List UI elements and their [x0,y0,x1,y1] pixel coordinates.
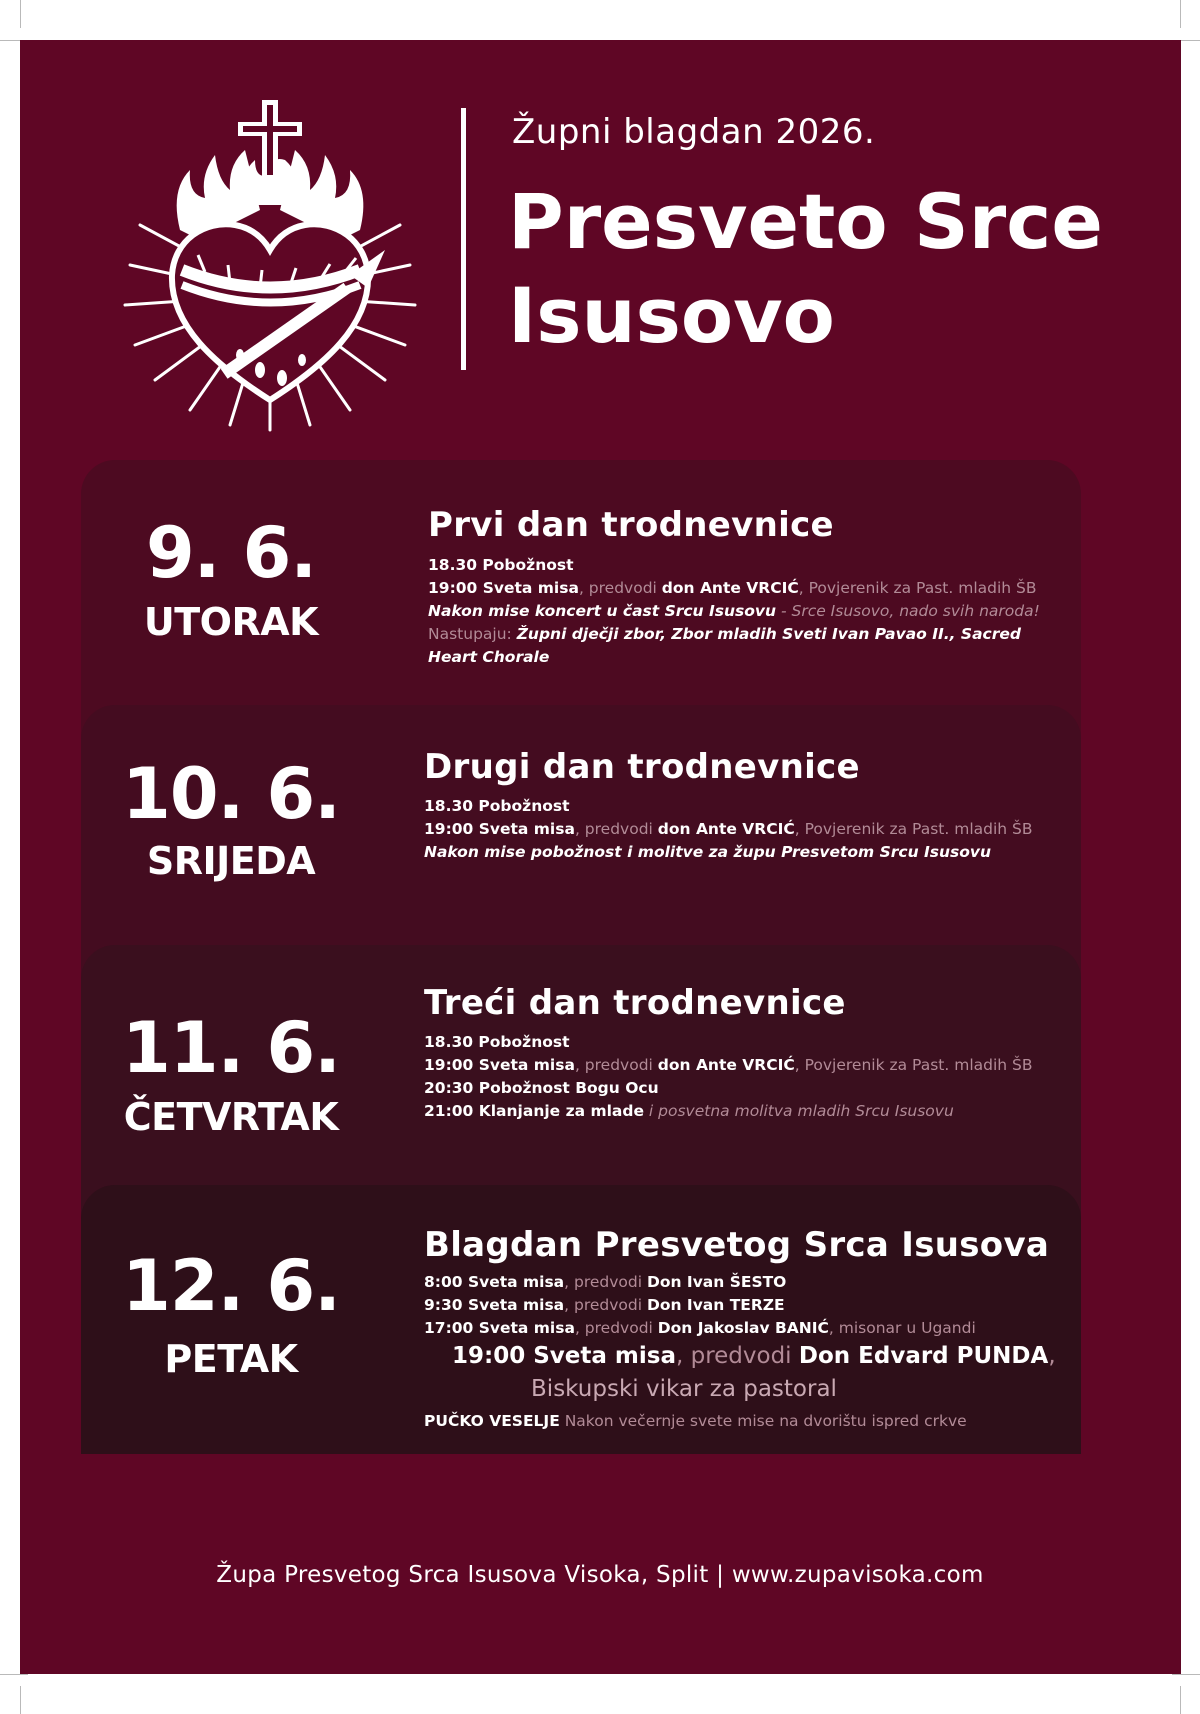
program-line: 18.30 Pobožnost [428,556,574,574]
crop-mark [1180,0,1181,28]
day-date: 9. 6. [146,512,316,594]
day-date: 11. 6. [122,1007,340,1089]
program-line: Heart Chorale [428,648,550,666]
program-line: 17:00 Sveta misa, predvodi Don Jakoslav BANIĆ, misonar u Ugandi [424,1319,976,1337]
day-date: 12. 6. [122,1245,340,1327]
day-program [424,1271,1056,1433]
crop-mark [1172,1674,1200,1675]
day-title: Blagdan Presvetog Srca Isusova [424,1225,1050,1265]
day-title: Prvi dan trodnevnice [428,505,834,545]
crop-mark [20,1686,21,1714]
program-line: 19:00 Sveta misa, predvodi Don Edvard PUNDA, [452,1343,1056,1369]
event-title [508,175,1103,363]
program-line: 19:00 Sveta misa, predvodi don Ante VRCIĆ, Povjerenik za Past. mladih ŠB [424,1056,1033,1074]
day-title: Drugi dan trodnevnice [424,747,860,787]
program-line: 20:30 Pobožnost Bogu Ocu [424,1079,659,1097]
day-title: Treći dan trodnevnice [424,983,846,1023]
program-line: 8:00 Sveta misa, predvodi Don Ivan ŠESTO [424,1273,787,1291]
crop-mark [1180,1686,1181,1714]
program-line: Nakon mise pobožnost i molitve za župu Presvetom Srcu Isusovu [424,843,992,861]
day-program [424,1031,1044,1123]
day-block [81,1185,1081,1454]
day-weekday: UTORAK [143,600,319,644]
title-line: Presveto Srce [508,177,1103,266]
title-line: Isusovo [508,271,835,360]
program-line: Nastupaju: Župni dječji zbor, Zbor mladih Sveti Ivan Pavao II., Sacred [428,625,1021,643]
day-weekday: ČETVRTAK [123,1095,339,1139]
day-program [424,795,1044,864]
day-weekday: PETAK [164,1337,298,1381]
crop-mark [20,0,21,28]
program-line: 19:00 Sveta misa, predvodi don Ante VRCIĆ, Povjerenik za Past. mladih ŠB [424,820,1033,838]
program-line: 9:30 Sveta misa, predvodi Don Ivan TERZE [424,1296,785,1314]
day-weekday: SRIJEDA [146,839,316,883]
program-line: 18.30 Pobožnost [424,1033,570,1051]
program-line: Biskupski vikar za pastoral [531,1376,837,1402]
sacred-heart-icon [110,80,430,440]
divider-line [461,108,466,370]
program-line: PUČKO VESELJE Nakon večernje svete mise na dvorištu ispred crkve [424,1412,967,1430]
day-date: 10. 6. [122,753,340,835]
day-program [428,554,1048,669]
crop-mark [0,1674,28,1675]
program-line: 19:00 Sveta misa, predvodi don Ante VRCIĆ, Povjerenik za Past. mladih ŠB [428,579,1037,597]
program-line: 18.30 Pobožnost [424,797,570,815]
event-subtitle: Župni blagdan 2026. [512,112,876,152]
program-line: Nakon mise koncert u čast Srcu Isusovu - Srce Isusovo, nado svih naroda! [428,602,1040,620]
footer: Župa Presvetog Srca Isusova Visoka, Split | www.zupavisoka.com [216,1562,984,1588]
program-line: 21:00 Klanjanje za mlade i posvetna molitva mladih Srcu Isusovu [424,1102,954,1120]
